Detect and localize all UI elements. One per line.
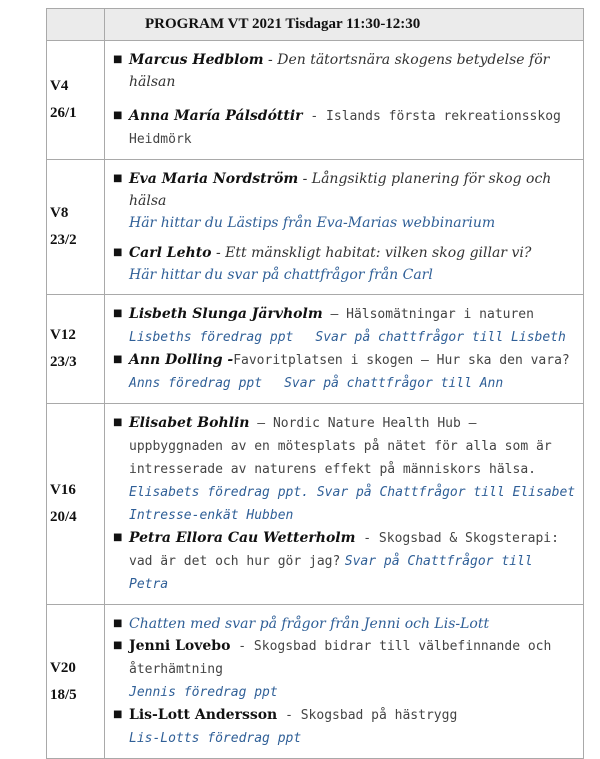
week-number: V8	[50, 205, 69, 221]
talk-title: Favoritplatsen i skogen – Hur ska den vara?	[233, 353, 570, 368]
speaker-name: Anna María Pálsdóttir	[129, 108, 303, 124]
week-label-cell	[47, 160, 105, 295]
week-row-v16	[47, 404, 584, 605]
slides-and-chat-link[interactable]: Elisabets föredrag ppt. Svar på Chattfrågor till Elisabet	[129, 485, 576, 500]
list-item	[113, 105, 577, 151]
speaker-name: Ann Dolling	[129, 352, 223, 368]
talk-title: Den tätortsnära skogens betydelse för hälsan	[129, 52, 550, 90]
week-row-v20	[47, 605, 584, 759]
talk-title: Skogsbad & Skogsterapi: vad är det och hur gör jag?	[129, 531, 559, 569]
talk-title: Ett mänskligt habitat: vilken skog gillar vi?	[225, 245, 532, 261]
separator: -	[211, 245, 226, 261]
week-number: V4	[50, 78, 69, 94]
talk-title: Nordic Nature Health Hub – uppbyggnaden av en mötesplats på nätet för alla som är intresserade av naturens effekt på människors hälsa.	[129, 416, 552, 477]
bullet-icon: ■	[113, 532, 123, 543]
list-item	[113, 704, 577, 727]
week-content	[105, 295, 584, 404]
talk-title: Långsiktig planering för skog och hälsa	[129, 171, 552, 209]
week-row-v12	[47, 295, 584, 404]
resource-link[interactable]: Här hittar du Lästips från Eva-Marias webbinarium	[129, 215, 496, 231]
chat-answers-link[interactable]: Svar på chattfrågor till Lisbeth	[315, 330, 566, 345]
week-label-cell	[47, 295, 105, 404]
week-content	[105, 41, 584, 160]
list-item	[113, 242, 577, 264]
separator: –	[322, 307, 347, 322]
chat-answers-link[interactable]: Chatten med svar på frågor från Jenni och Lis-Lott	[129, 616, 490, 632]
speaker-name: Lisbeth Slunga Järvholm	[129, 306, 323, 322]
slides-link[interactable]: Lisbeths föredrag ppt	[129, 330, 294, 345]
program-title: PROGRAM VT 2021 Tisdagar 11:30-12:30	[105, 9, 584, 41]
list-item	[113, 527, 577, 596]
separator: -	[277, 708, 301, 723]
week-date: 23/3	[50, 354, 77, 370]
speaker-name: Lis-Lott Andersson	[129, 707, 278, 723]
header-blank-cell	[47, 9, 105, 41]
separator: –	[249, 416, 273, 431]
bullet-icon: ■	[113, 417, 123, 428]
separator: -	[355, 531, 379, 546]
week-number: V20	[50, 659, 76, 676]
bullet-icon: ■	[113, 640, 123, 651]
week-row-v4	[47, 41, 584, 160]
list-item	[113, 613, 577, 635]
speaker-name: Jenni Lovebo	[129, 638, 231, 654]
list-item	[113, 168, 577, 212]
week-date: 20/4	[50, 509, 77, 525]
bullet-icon: ■	[113, 308, 123, 319]
list-item	[113, 49, 577, 93]
header-row	[47, 9, 584, 41]
list-item	[113, 349, 577, 372]
survey-link[interactable]: Intresse-enkät Hubben	[129, 508, 294, 523]
separator: -	[230, 639, 254, 654]
separator: -	[302, 109, 327, 124]
separator: -	[298, 171, 312, 187]
week-number: V12	[50, 327, 76, 343]
week-row-v8	[47, 160, 584, 295]
bullet-icon: ■	[113, 354, 123, 365]
week-content	[105, 404, 584, 605]
week-label-cell	[47, 605, 105, 759]
speaker-name: Eva Maria Nordström	[129, 171, 299, 187]
week-number: V16	[50, 482, 76, 498]
list-item	[113, 303, 577, 326]
week-content	[105, 160, 584, 295]
bullet-icon: ■	[113, 173, 123, 184]
slides-link[interactable]: Jennis föredrag ppt	[129, 685, 278, 700]
week-content	[105, 605, 584, 759]
chat-answers-link[interactable]: Svar på Chattfrågor till Petra	[129, 554, 533, 592]
speaker-name: Carl Lehto	[129, 245, 212, 261]
speaker-name: Elisabet Bohlin	[129, 415, 250, 431]
bullet-icon: ■	[113, 54, 123, 65]
list-item	[113, 412, 577, 481]
slides-link[interactable]: Anns föredrag ppt	[129, 376, 263, 391]
week-label-cell	[47, 404, 105, 605]
week-date: 23/2	[50, 232, 77, 248]
separator: -	[222, 352, 234, 368]
bullet-icon: ■	[113, 247, 123, 258]
program-table	[46, 8, 584, 759]
resource-link[interactable]: Här hittar du svar på chattfrågor från Carl	[129, 267, 433, 283]
talk-title: Hälsomätningar i naturen	[346, 307, 534, 322]
bullet-icon: ■	[113, 110, 123, 121]
chat-answers-link[interactable]: Svar på chattfrågor till Ann	[284, 376, 504, 391]
speaker-name: Petra Ellora Cau Wetterholm	[129, 530, 356, 546]
list-item	[113, 635, 577, 681]
week-label-cell	[47, 41, 105, 160]
bullet-icon: ■	[113, 709, 123, 720]
speaker-name: Marcus Hedblom	[129, 52, 264, 68]
slides-link[interactable]: Lis-Lotts föredrag ppt	[129, 731, 302, 746]
bullet-icon: ■	[113, 618, 123, 629]
week-date: 18/5	[50, 686, 77, 703]
talk-title: Skogsbad på hästrygg	[300, 708, 458, 723]
week-date: 26/1	[50, 105, 77, 121]
talk-title: Skogsbad bidrar till välbefinnande och återhämtning	[129, 639, 552, 677]
talk-title: Islands första rekreationsskog Heidmörk	[129, 109, 561, 147]
separator: -	[263, 52, 278, 68]
